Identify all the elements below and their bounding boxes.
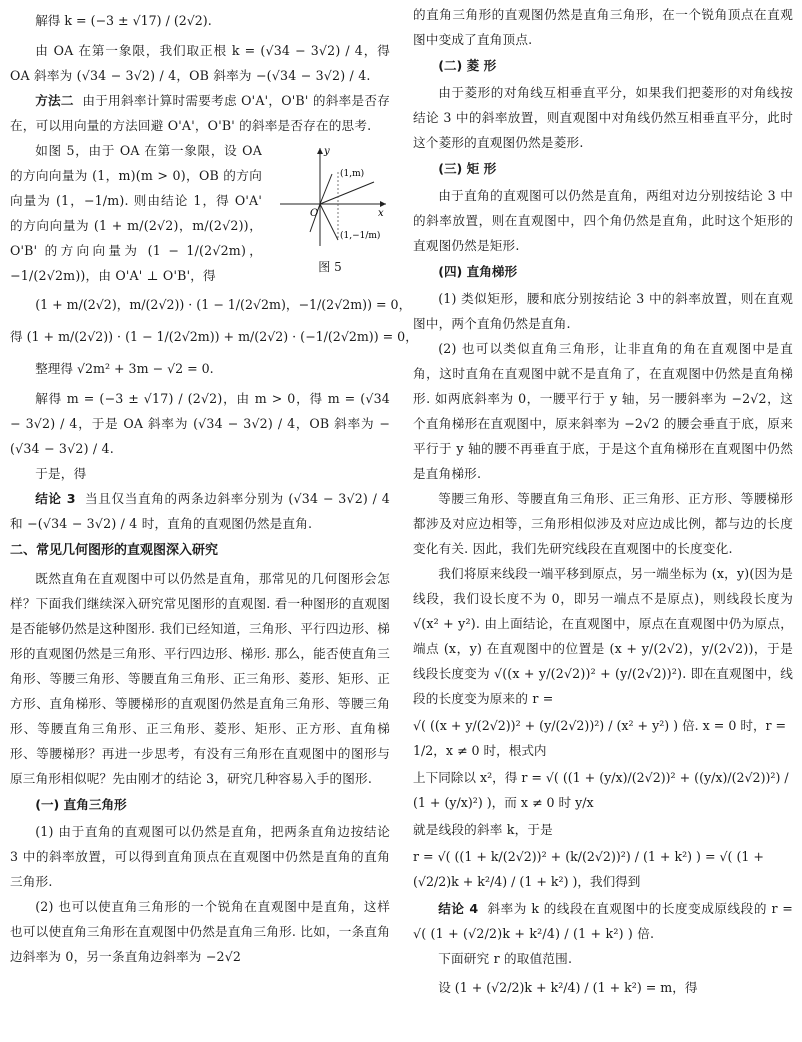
left-column <box>10 0 418 969</box>
conclusion3-label: 结论 3 <box>35 491 76 506</box>
method2-text: 由于用斜率计算时需要考虑 O'A'，O'B' 的斜率是否存在，可以用向量的方法回避 O'A'，O'B' 的斜率是否存在的思考. <box>10 93 390 133</box>
paragraph-conclusion3 <box>10 486 390 536</box>
equation-k-solved: 解得 k = (−3 ± √17) / (2√2). <box>35 13 212 28</box>
figure-5 <box>270 142 390 275</box>
point-b-label: (1,−1/m) <box>340 231 381 241</box>
paragraph-right-triangle-2: (2) 也可以使直角三角形的一个锐角在直观图中是直角，这样也可以使直角三角形在直观图中仍然是直角三角形. 比如，一条直角边斜率为 0，另一条直角边斜率为 −2√2 <box>10 899 390 964</box>
paragraph-trapezoid-1: (1) 类似矩形，腰和底分别按结论 3 中的斜率放置，则在直观图中，两个直角仍然是直角. <box>413 291 793 331</box>
y-axis-arrow <box>317 148 323 154</box>
subsection-rectangle-heading: (三) 矩 形 <box>438 161 497 176</box>
section2-heading: 二、常见几何图形的直观图深入研究 <box>10 543 219 558</box>
paragraph-rhombus: 由于菱形的对角线互相垂直平分，如果我们把菱形的对角线按结论 3 中的斜率放置，则直观图中对角线仍然互相垂直平分，此时这个菱形的直观图仍然是菱形. <box>413 85 793 150</box>
conclusion4-text: 斜率为 k 的线段在直观图中的长度变成原线段的 r = √( (1 + (√2/2)k + k²/4) / (1 + k²) ) 倍. <box>413 901 793 941</box>
x-axis-label: x <box>378 208 384 219</box>
paragraph-is-slope: 就是线段的斜率 k，于是 <box>413 822 553 837</box>
equation-simplify: 整理得 √2m² + 3m − √2 = 0. <box>35 361 214 376</box>
point-a-label: (1,m) <box>340 169 365 179</box>
conclusion3-text: 当且仅当直角的两条边斜率分别为 (√34 − 3√2) / 4 和 −(√34 − 3√2) / 4 时，直角的直观图仍然是直角. <box>10 491 390 531</box>
subsection-right-triangle-heading: (一) 直角三角形 <box>35 797 127 812</box>
figure-5-diagram <box>270 142 390 252</box>
y-axis-label: y <box>324 146 330 157</box>
paragraph-section2-intro: 既然直角在直观图中可以仍然是直角，那常见的几何图形会怎样？下面我们继续深入研究常见图形的直观图. 看一种图形的直观图是否能够仍然是这种图形. 我们已经知道，三角形、平行四边形、梯形的直观图仍然是三角形、平行四边形、梯形. 那么，能否使直角三角形、等腰三角形、等腰直角三角形、正三角形、菱形、矩形、正方形、直角梯形、等腰梯形的直观图仍然是直角三角形、等腰三角形、等腰直角三角形、正三角形、菱形、矩形、正方形、直角梯形、等腰梯形？再进一步思考，有没有三角形在直观图中的图形与原三角形相似呢？先由刚才的结论 3，研究几种容易入手的图形. <box>10 571 390 786</box>
paragraph-range: 下面研究 r 的取值范围. <box>438 951 573 966</box>
paragraph-right-triangle-1: (1) 由于直角的直观图可以仍然是直角，把两条直角边按结论 3 中的斜率放置，可以得到直角顶点在直观图中仍然是直角的直角三角形. <box>10 824 390 889</box>
subsection-right-trapezoid-heading: (四) 直角梯形 <box>438 264 518 279</box>
ray-ob <box>320 204 338 240</box>
x-axis-arrow <box>380 201 386 207</box>
figure-5-caption: 图 5 <box>318 260 342 274</box>
paragraph-rectangle: 由于直角的直观图可以仍然是直角，两组对边分别按结论 3 中的斜率放置，则在直观图中，四个角仍然是直角，此时这个矩形的直观图仍然是矩形. <box>413 188 793 253</box>
equation-r-k-form: 上下同除以 x²，得 r = √( ((1 + (y/x)/(2√2))² + ((y/x)/(2√2))²) / (1 + (y/x)²) )，而 x ≠ 0 时 y/x <box>413 770 789 810</box>
subsection-rhombus-heading: (二) 菱 形 <box>438 58 497 73</box>
paragraph-isosceles-intro: 等腰三角形、等腰直角三角形、正三角形、正方形、等腰梯形都涉及对应边相等，三角形相似涉及对应边成比例，都与边的长度变化有关. 因此，我们先研究线段在直观图中的长度变化. <box>413 491 793 556</box>
equation-r-final: r = √( ((1 + k/(2√2))² + (k/(2√2))²) / (1 + k²) ) = √( (1 + (√2/2)k + k²/4) / (1 + k²) )，我们得到 <box>413 849 764 889</box>
ray-oa <box>320 182 374 204</box>
paragraph-figure5-setup: 如图 5，由于 OA 在第一象限，设 OA 的方向向量为 (1，m)(m > 0)，OB 的方向向量为 (1，−1/m). 则由结论 1，得 O'A' 的方向向量为 (1 + m/(2√2)，m/(2√2))，O'B' 的方向向量为 (1 − 1/(2√2m)，−1/(2√2m))，由 O'A' ⊥ O'B'，得 <box>10 143 262 283</box>
equation-dot-product-2: 得 (1 + m/(2√2)) · (1 − 1/(2√2m)) + m/(2√2) · (−1/(2√2m)) = 0， <box>10 329 418 344</box>
paragraph-trapezoid-2: (2) 也可以类似直角三角形，让非直角的角在直观图中是直角，这时直角在直观图中就不是直角了，在直观图中仍然是直角梯形. 如两底斜率为 0，一腰平行于 y 轴，另一腰斜率为 −2√2，这个直角梯形在直观图中，原来斜率为 −2√2 的腰会垂直于底，原来平行于 y 轴的腰不再垂直于底，于是这个直角梯形在直观图中仍然是直角梯形. <box>413 341 793 481</box>
equation-r-ratio: √( ((x + y/(2√2))² + (y/(2√2))²) / (x² + y²) ) 倍. x = 0 时，r = 1/2，x ≠ 0 时，根式内 <box>413 718 787 758</box>
equation-set-m: 设 (1 + (√2/2)k + k²/4) / (1 + k²) = m，得 <box>438 980 698 995</box>
paragraph-segment-length: 我们将原来线段一端平移到原点，另一端坐标为 (x，y)(因为是线段，我们设长度不为 0，即另一端点不是原点)，则线段长度为 √(x² + y²). 由上面结论，在直观图中，原点在直观图中仍为原点，端点 (x，y) 在直观图中的位置是 (x + y/(2√2)，y/(2√2))，于是线段长度变为 √((x + y/(2√2))² + (y/(2√2))²). 即在直观图中，线段的长度变为原来的 r = <box>413 566 794 706</box>
equation-dot-product-1: (1 + m/(2√2)，m/(2√2)) · (1 − 1/(2√2m)，−1/(2√2m)) = 0， <box>35 297 412 312</box>
paragraph-method2 <box>10 88 390 138</box>
paragraph-right-triangle-2-cont: 的直角三角形的直观图仍然是直角三角形，在一个锐角顶点在直观图中变成了直角顶点. <box>413 7 793 47</box>
paragraph-thus: 于是，得 <box>35 466 87 481</box>
method2-label: 方法二 <box>35 93 74 108</box>
origin-label: O <box>310 208 319 219</box>
conclusion4-label: 结论 4 <box>438 901 479 916</box>
paragraph-root-choice: 由 OA 在第一象限，我们取正根 k = (√34 − 3√2) / 4，得 OA 斜率为 (√34 − 3√2) / 4，OB 斜率为 −(√34 − 3√2) / 4. <box>10 43 390 83</box>
right-column <box>413 0 793 1005</box>
paragraph-solve-m: 解得 m = (−3 ± √17) / (2√2)，由 m > 0，得 m = (√34 − 3√2) / 4，于是 OA 斜率为 (√34 − 3√2) / 4，OB 斜率为 −(√34 − 3√2) / 4. <box>10 391 390 456</box>
paragraph-conclusion4 <box>413 896 793 946</box>
